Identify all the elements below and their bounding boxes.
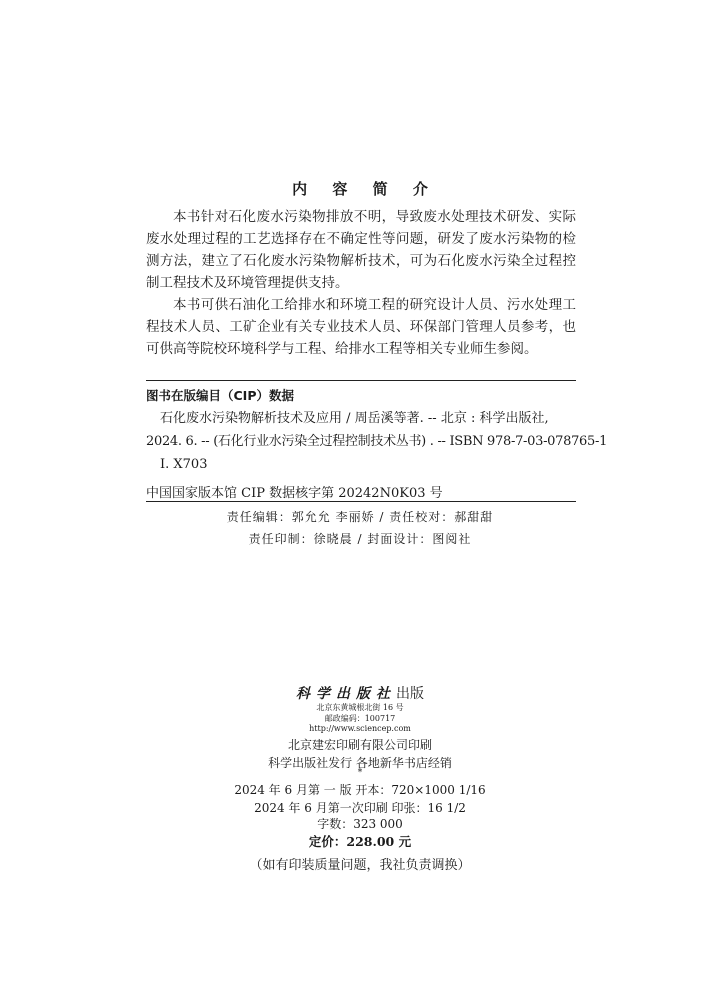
publisher-address: 北京东黄城根北街 16 号 — [316, 703, 404, 712]
intro-paragraph: 本书可供石油化工给排水和环境工程的研究设计人员、污水处理工程技术人员、工矿企业有关专业技术人员、环保部门管理人员参考，也可供高等院校环境科学与工程、给排水工程等相关专业师生参阅。 — [146, 297, 576, 357]
intro-body — [146, 206, 576, 360]
production-credits: 责任印制：徐晓晨 / 封面设计：图阅社 — [248, 532, 472, 546]
edition-line: 2024 年 6 月第 一 版 开本：720×1000 1/16 — [234, 783, 486, 797]
publisher-url: http://www.sciencep.com — [309, 724, 411, 733]
publisher-suffix: 出版 — [396, 686, 424, 702]
printer-line: 北京建宏印刷有限公司印刷 — [287, 738, 432, 752]
cip-series-line: 2024. 6. -- (石化行业水污染全过程控制技术丛书) . -- ISBN 978-7-03-078765-1 — [146, 434, 608, 449]
cip-label: 图书在版编目（CIP）数据 — [146, 388, 294, 403]
cip-top-rule — [146, 380, 576, 381]
editor-credits: 责任编辑：郭允允 李丽娇 / 责任校对：郝甜甜 — [226, 510, 494, 524]
printing-line: 2024 年 6 月第一次印刷 印张：16 1/2 — [254, 801, 466, 815]
intro-paragraph: 本书针对石化废水污染物排放不明，导致废水处理技术研发、实际废水处理过程的工艺选择存在不确定性等问题，研发了废水污染物的检测方法，建立了石化废水污染物解析技术，可为石化废水污染全过程控制工程技术及环境管理提供支持。 — [146, 209, 576, 291]
publisher-name — [0, 683, 720, 703]
cip-title-line: 石化废水污染物解析技术及应用 / 周岳溪等著. -- 北京 : 科学出版社, — [160, 411, 549, 426]
word-count: 字数：323 000 — [317, 817, 403, 831]
intro-title: 内 容 简 介 — [292, 180, 438, 198]
cip-class-number: Ⅰ. X703 — [160, 457, 208, 472]
cip-bottom-rule — [146, 501, 576, 502]
publisher-logo-text: 科学出版社 — [296, 686, 396, 702]
return-notice: （如有印装质量问题，我社负责调换） — [249, 858, 471, 873]
publisher-postcode: 邮政编码：100717 — [324, 714, 396, 723]
cip-record-number: 中国国家版本馆 CIP 数据核字第 20242N0K03 号 — [146, 486, 443, 501]
distribution-line: 科学出版社发行 各地新华书店经销 — [268, 756, 452, 770]
divider-asterisk: * — [357, 768, 363, 778]
price: 定价：228.00 元 — [308, 834, 412, 849]
